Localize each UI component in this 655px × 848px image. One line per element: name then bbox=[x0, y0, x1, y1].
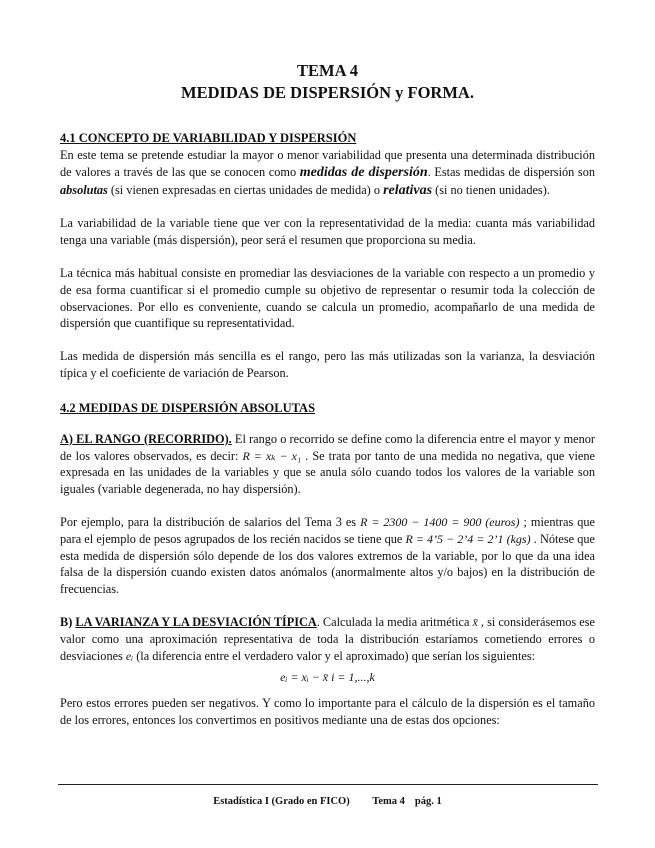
emphasis-relativas: relativas bbox=[383, 182, 433, 198]
paragraph-ejemplo bbox=[60, 514, 595, 598]
paragraph-errores: Pero estos errores pueden ser negativos. Y como lo importante para el cálculo de la dispersión es el tamaño de los errores, entonces los convertimos en positivos mediante una de estas dos opciones: bbox=[60, 696, 595, 728]
text: . Nótese que esta medida de dispersión sólo depende de los dos valores extremos de la variable, por lo que da una idea falsa de la dispersión cuando existen datos anómalos (anormalmente altos y/o bajos) en la distribución de frecuencias. bbox=[60, 531, 595, 597]
text: . Calculada la media aritmética bbox=[316, 614, 473, 629]
varianza-label: LA VARIANZA Y LA DESVIACIÓN TÍPICA bbox=[75, 614, 317, 629]
section-4-1-heading: 4.1 CONCEPTO DE VARIABILIDAD Y DISPERSIÓN bbox=[60, 131, 357, 145]
text: . Se trata por tanto de una medida no negativa, que viene expresada en las unidades de la variables y que se anula sólo cuando todos los valores de la variable son iguales (variable degenerada, no hay dispersión). bbox=[60, 448, 595, 497]
error-symbol: eᵢ bbox=[125, 648, 134, 663]
paragraph-variabilidad: La variabilidad de la variable tiene que ver con la representatividad de la media: cuanta más variabilidad tenga una variable (más dispersión), peor será el resumen que proporciona su media. bbox=[60, 216, 595, 248]
text: , si considerásemos ese valor como una aproximación representativa de toda la distribución estaríamos cometiendo errores o desviaciones bbox=[60, 614, 595, 663]
rango-formula: R = xₖ − x₁ bbox=[242, 448, 302, 463]
text: . Estas medidas de dispersión son bbox=[427, 164, 596, 179]
text: (la diferencia entre el verdadero valor y el aproximado) que serían los siguientes: bbox=[133, 648, 536, 663]
paragraph-4-1-intro bbox=[60, 147, 595, 199]
paragraph-rango-intro: Las medida de dispersión más sencilla es el rango, pero las más utilizadas son la varianza, la desviación típica y el coeficiente de variación de Pearson. bbox=[60, 349, 595, 380]
rango-label: A) EL RANGO (RECORRIDO). bbox=[60, 431, 232, 446]
ejemplo-formula-pesos: R = 4’5 − 2’4 = 2’1 (kgs) bbox=[405, 531, 531, 546]
emphasis-absolutas: absolutas bbox=[60, 182, 108, 197]
footer-course: Estadística I (Grado en FICO) bbox=[213, 796, 350, 807]
page-content bbox=[60, 60, 595, 729]
text: ; mientras que para el ejemplo de pesos agrupados de los recién nacidos se tiene que bbox=[60, 514, 595, 546]
paragraph-varianza bbox=[60, 614, 595, 664]
footer-page: pág. 1 bbox=[414, 796, 442, 807]
ejemplo-formula-salarios: R = 2300 − 1400 = 900 (euros) bbox=[360, 514, 520, 529]
paragraph-rango bbox=[60, 431, 595, 498]
error-formula: eᵢ = xᵢ − x̄ i = 1,...,k bbox=[280, 670, 375, 685]
title-line-2: MEDIDAS DE DISPERSIÓN y FORMA. bbox=[181, 83, 474, 102]
text: (si vienen expresadas en ciertas unidades de medida) o bbox=[107, 182, 384, 197]
section-4-2-heading: 4.2 MEDIDAS DE DISPERSIÓN ABSOLUTAS bbox=[60, 400, 316, 415]
text: Por ejemplo, para la distribución de salarios del Tema 3 es bbox=[60, 514, 361, 529]
emphasis-medidas: medidas de dispersión bbox=[299, 164, 428, 180]
text: (si no tienen unidades). bbox=[432, 182, 550, 197]
page-footer bbox=[0, 796, 655, 807]
text: En este tema se pretende estudiar la mayor o menor variabilidad que presenta una determinada distribución de valores a través de las que se conocen como bbox=[60, 148, 595, 179]
paragraph-tecnica: La técnica más habitual consiste en promediar las desviaciones de la variable con respecto a un promedio y de esa forma cuantificar si el promedio cumple su objetivo de representar o resumir toda la colección de observaciones. Por ello es conveniente, cuando se calcula un promedio, acompañarlo de una medida de dispersión que cuantifique su representatividad. bbox=[60, 265, 595, 331]
text: El rango o recorrido se define como la diferencia entre el mayor y menor de los valores observados, es decir: bbox=[60, 431, 595, 463]
varianza-prefix: B) bbox=[60, 614, 76, 629]
title-line-1: TEMA 4 bbox=[297, 61, 358, 80]
page-title bbox=[60, 60, 595, 104]
footer-tema: Tema 4 bbox=[372, 796, 405, 807]
mean-symbol: x̄ bbox=[472, 614, 478, 629]
footer-divider bbox=[58, 784, 598, 785]
